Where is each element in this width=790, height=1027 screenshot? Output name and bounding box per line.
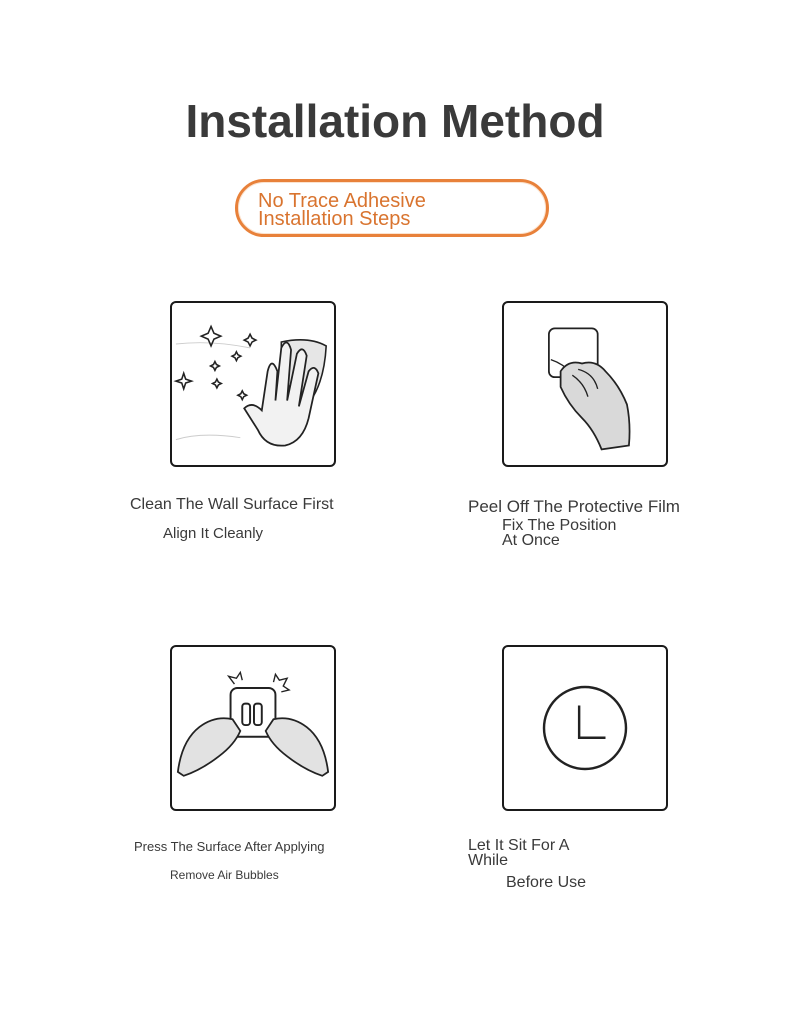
step-4-image bbox=[502, 645, 668, 811]
hands-pressing-hook-icon bbox=[172, 647, 334, 809]
hand-wiping-wall-icon bbox=[172, 303, 334, 465]
step-4-caption-3: Before Use bbox=[506, 874, 587, 891]
badge-text bbox=[258, 192, 426, 228]
step-2-caption-2: Fix The Position bbox=[502, 517, 617, 534]
step-1-image bbox=[170, 301, 336, 467]
step-1-caption-1: Clean The Wall Surface First bbox=[130, 496, 334, 513]
step-4-caption-2: While bbox=[468, 852, 509, 869]
peel-film-icon bbox=[504, 303, 666, 465]
badge-line-2: Installation Steps bbox=[258, 208, 411, 230]
step-3-caption-2: Remove Air Bubbles bbox=[170, 868, 279, 882]
step-3-image bbox=[170, 645, 336, 811]
clock-icon bbox=[504, 647, 666, 809]
step-4-caption-1: Let It Sit For A bbox=[468, 837, 570, 854]
step-2-caption-3: At Once bbox=[502, 532, 560, 549]
step-2-image bbox=[502, 301, 668, 467]
badge-line-1: No Trace Adhesive bbox=[258, 190, 426, 212]
step-3-caption-1: Press The Surface After Applying bbox=[134, 839, 325, 854]
step-1-caption-2: Align It Cleanly bbox=[163, 525, 264, 542]
page-title: Installation Method bbox=[185, 95, 605, 147]
step-2-caption-1: Peel Off The Protective Film bbox=[468, 497, 680, 516]
